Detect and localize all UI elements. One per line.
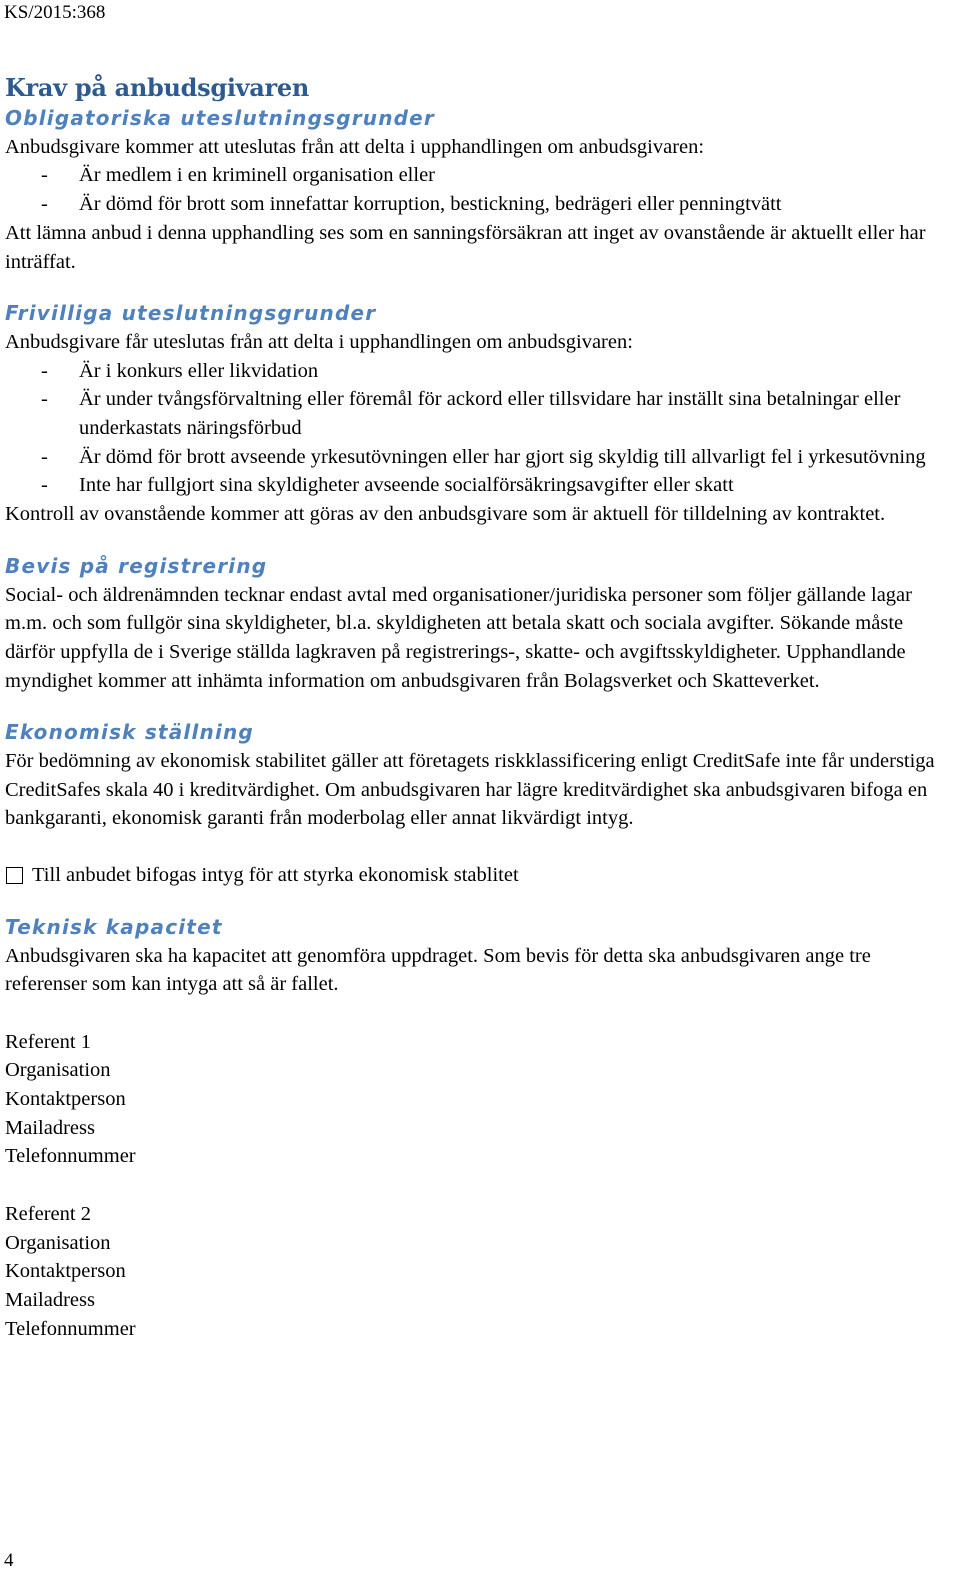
referent-field-phone: Telefonnummer (5, 1317, 136, 1340)
referent-field-email: Mailadress (5, 1116, 95, 1139)
section-heading-bevis: Bevis på registrering (5, 553, 268, 578)
list-item (5, 357, 955, 386)
section-intro: Anbudsgivare får uteslutas från att delta i upphandlingen om anbudsgivaren: (5, 330, 633, 353)
referent-field-contact: Kontaktperson (5, 1260, 126, 1283)
referent-field-organisation: Organisation (5, 1059, 111, 1082)
section-bevis (5, 552, 955, 696)
section-heading-ekonomisk: Ekonomisk ställning (5, 720, 254, 745)
referent-field-email: Mailadress (5, 1288, 95, 1311)
dash-bullet-icon: - (41, 445, 48, 468)
referent-field-organisation: Organisation (5, 1231, 111, 1254)
list-item-text: Är i konkurs eller likvidation (79, 359, 319, 382)
section-body: Anbudsgivaren ska ha kapacitet att genomföra uppdraget. Som bevis för detta ska anbudsgivaren ange tre referenser som kan intyga att så är fallet. (5, 944, 871, 996)
page-title: Krav på anbudsgivaren (5, 73, 310, 102)
list-item-text: Är dömd för brott avseende yrkesutövningen eller har gjort sig skyldig till allvarligt fel i yrkesutövning (79, 445, 926, 468)
list-item-text: Är medlem i en kriminell organisation eller (79, 164, 435, 187)
bullet-list (5, 357, 955, 501)
dash-bullet-icon: - (41, 193, 48, 216)
stability-certificate-checkbox-row[interactable] (5, 861, 955, 890)
checkbox-label: Till anbudet bifogas intyg för att styrka ekonomisk stablitet (32, 864, 519, 887)
section-body: Social- och äldrenämnden tecknar endast avtal med organisationer/juridiska personer som följer gällande lagar m.m. och som fullgör sina skyldigheter, bl.a. skyldigheten att betala skatt och sociala avgifter. Sökande måste därför uppfylla de i Sverige ställda lagkraven på registrerings-, skatte- och avgiftsskyldigheter. Upphandlande myndighet kommer att inhämta information om anbudsgivaren från Bolagsverket och Skatteverket. (5, 583, 912, 692)
list-item (5, 385, 955, 442)
referent-1-block (5, 1028, 955, 1172)
list-item (5, 161, 955, 190)
dash-bullet-icon: - (41, 359, 48, 382)
section-intro: Anbudsgivare kommer att uteslutas från att delta i upphandlingen om anbudsgivaren: (5, 135, 705, 158)
section-heading-frivilliga: Frivilliga uteslutningsgrunder (5, 301, 377, 326)
stability-certificate-checkbox[interactable] (6, 867, 23, 884)
list-item-text: Inte har fullgjort sina skyldigheter avseende socialförsäkringsavgifter eller skatt (79, 474, 734, 497)
dash-bullet-icon: - (41, 388, 48, 411)
document-content (5, 72, 955, 1343)
document-id: KS/2015:368 (4, 2, 106, 23)
list-item (5, 471, 955, 500)
section-outro: Att lämna anbud i denna upphandling ses som en sanningsförsäkran att inget av ovanstående är aktuellt eller har inträffat. (5, 221, 926, 273)
list-item-text: Är dömd för brott som innefattar korruption, bestickning, bedrägeri eller penningtvätt (79, 193, 782, 216)
section-body: För bedömning av ekonomisk stabilitet gäller att företagets riskklassificering enligt CreditSafe inte får understiga CreditSafes skala 40 i kreditvärdighet. Om anbudsgivaren har lägre kreditvärdighet ska anbudsgivaren bifoga en bankgaranti, ekonomisk garanti från moderbolag eller annat likvärdigt intyg. (5, 750, 935, 830)
section-ekonomisk (5, 718, 955, 890)
list-item-text: Är under tvångsförvaltning eller föremål för ackord eller tillsvidare har inställt sina betalningar eller underkastats näringsförbud (79, 388, 901, 440)
referent-title: Referent 1 (5, 1030, 91, 1053)
referent-2-block (5, 1200, 955, 1344)
referent-title: Referent 2 (5, 1202, 91, 1225)
section-teknisk (5, 913, 955, 999)
referent-field-contact: Kontaktperson (5, 1088, 126, 1111)
section-frivilliga (5, 299, 955, 529)
list-item (5, 190, 955, 219)
section-heading-teknisk: Teknisk kapacitet (5, 914, 223, 939)
dash-bullet-icon: - (41, 474, 48, 497)
referent-field-phone: Telefonnummer (5, 1145, 136, 1168)
section-outro: Kontroll av ovanstående kommer att göras av den anbudsgivare som är aktuell för tilldelning av kontraktet. (5, 503, 886, 526)
list-item (5, 443, 955, 472)
bullet-list (5, 161, 955, 218)
section-heading-obligatoriska: Obligatoriska uteslutningsgrunder (5, 106, 436, 130)
section-obligatoriska (5, 104, 955, 276)
page-number: 4 (4, 1550, 14, 1571)
dash-bullet-icon: - (41, 164, 48, 187)
